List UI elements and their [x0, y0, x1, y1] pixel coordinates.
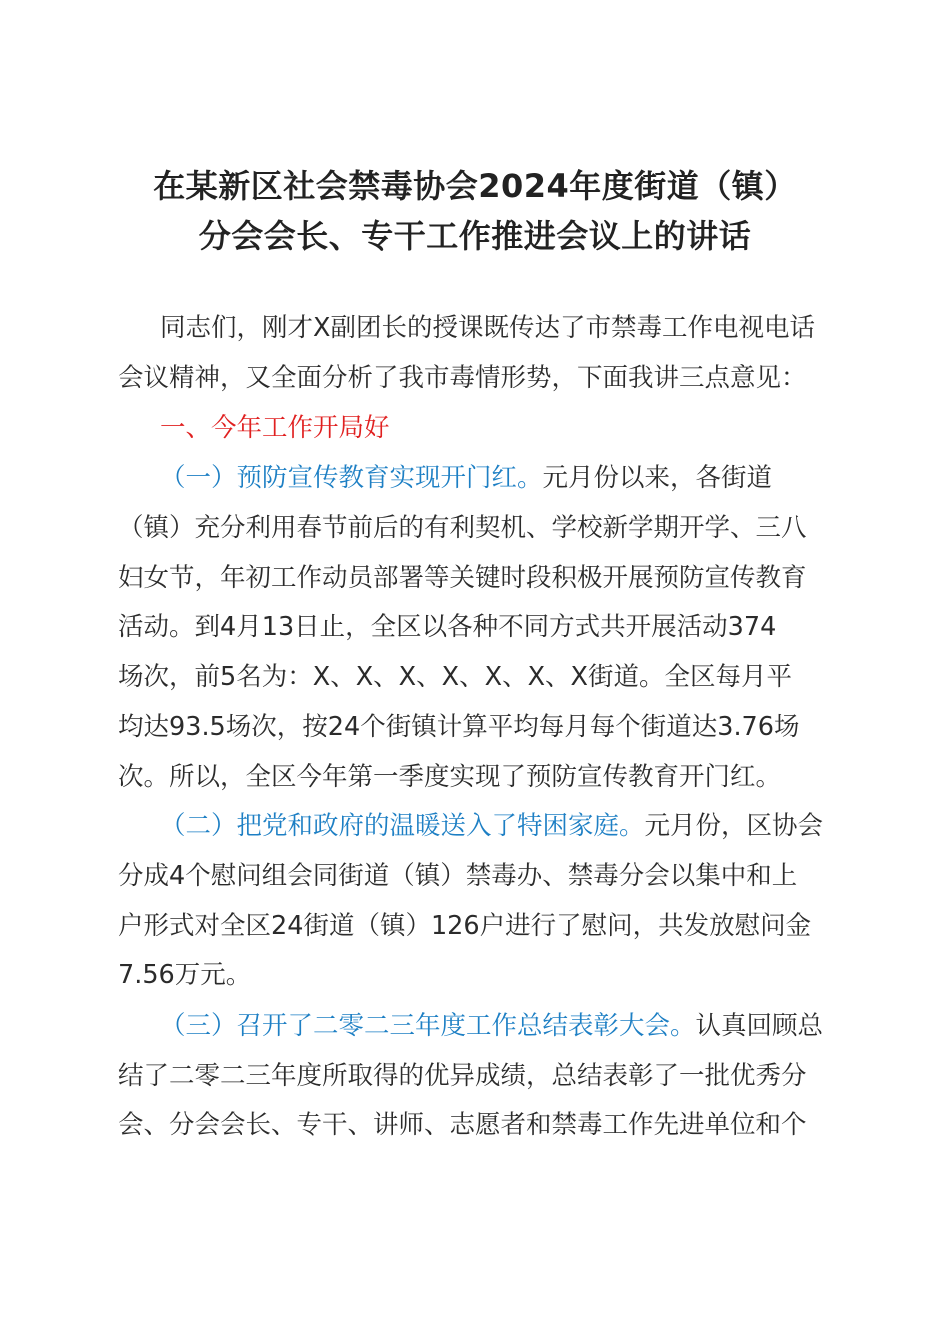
item-3-first-line-text: 认真回顾总 [695, 1011, 824, 1041]
item-2-line: 户形式对全区24街道（镇）126户进行了慰问，共发放慰问金 [118, 911, 812, 941]
item-1-line: 均达93.5场次，按24个街镇计算平均每月每个街道达3.76场 [118, 712, 800, 742]
item-1-first-line [160, 461, 772, 495]
item-1-line: （镇）充分利用春节前后的有利契机、学校新学期开学、三八 [118, 513, 807, 543]
item-2-line: 分成4个慰问组会同街道（镇）禁毒办、禁毒分会以集中和上 [118, 861, 798, 891]
item-1-line: 妇女节，年初工作动员部署等关键时段积极开展预防宣传教育 [118, 563, 807, 593]
intro-paragraph-line-2: 会议精神，又全面分析了我市毒情形势，下面我讲三点意见： [118, 363, 807, 393]
item-1-line: 活动。到4月13日止，全区以各种不同方式共开展活动374 [118, 612, 777, 642]
item-3-heading: （三）召开了二零二三年度工作总结表彰大会。 [160, 1011, 696, 1041]
document-title-line-1: 在某新区社会禁毒协会2024年度街道（镇） [153, 167, 797, 205]
item-2-first-line-text: 元月份，区协会 [644, 811, 824, 841]
item-1-line: 次。所以，全区今年第一季度实现了预防宣传教育开门红。 [118, 762, 782, 792]
item-3-first-line [160, 1009, 823, 1043]
document-title-line-2: 分会会长、专干工作推进会议上的讲话 [198, 217, 752, 255]
item-1-heading: （一）预防宣传教育实现开门红。 [160, 463, 543, 493]
intro-paragraph-line-1: 同志们，刚才X副团长的授课既传达了市禁毒工作电视电话 [160, 313, 815, 343]
section-1-heading: 一、今年工作开局好 [160, 413, 390, 443]
item-1-line: 场次，前5名为：X、X、X、X、X、X、X街道。全区每月平 [118, 662, 793, 692]
item-1-first-line-text: 元月份以来，各街道 [542, 463, 773, 493]
item-2-line: 7.56万元。 [118, 960, 252, 990]
item-3-line: 会、分会会长、专干、讲师、志愿者和禁毒工作先进单位和个 [118, 1110, 807, 1140]
item-2-first-line [160, 809, 823, 843]
item-2-heading: （二）把党和政府的温暖送入了特困家庭。 [160, 811, 645, 841]
item-3-line: 结了二零二三年度所取得的优异成绩，总结表彰了一批优秀分 [118, 1061, 807, 1091]
